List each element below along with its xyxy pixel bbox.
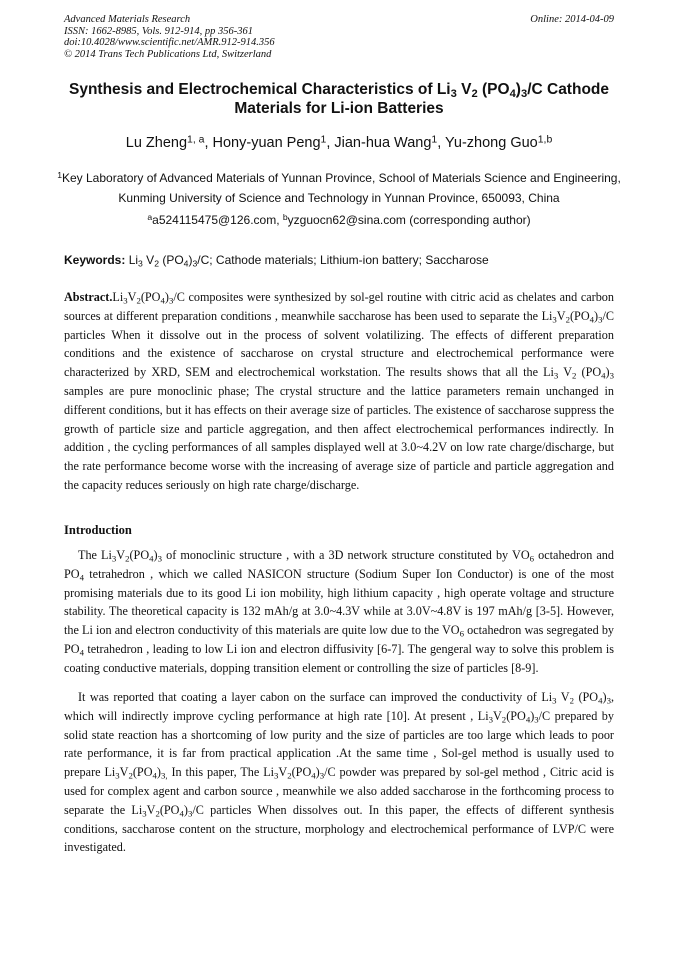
- issn-line: ISSN: 1662-8985, Vols. 912-914, pp 356-361: [64, 25, 253, 37]
- online-date: Online: 2014-04-09: [530, 14, 614, 25]
- intro-paragraph-2: It was reported that coating a layer cabon on the surface can improved the conductivity of $Li_3$ $V_2$ $(PO_4)_3$, which will indirectly improve cycling performance at high rate [10]. At present , $Li_3V_2(PO_4)_3/C$ prepared by solid state reaction has a shortcoming of low purity and the size of particles are too large which leads to poor rate performance, it is far from practical application .At the same time , Sol-gel method is usually used to prepare $Li_3V_2(PO_4)_{3,}$ In this paper, The $Li_3V_2(PO_4)_3/C$ powder was prepared by sol-gel method , Citric acid is used for complex agent and carbon source , meanwhile we also added saccharose in the forthcoming process to separate the $Li_3V_2(PO_4)_3/C$ particles When dissolves out. In this paper, the effects of different synthesis conditions, saccharose content on the structure, morphology and electrochemical performance of LVP/C were investigated.: [64, 690, 615, 855]
- doi-line: doi:10.4028/www.scientific.net/AMR.912-914.356: [64, 37, 275, 49]
- abstract: $Abstract.Li_3V_2(PO_4)_3/C$ composites were synthesized by sol-gel routine with citric acid as chelates and carbon sources at different preparation conditions , meanwhile saccharose has been used to separate the $Li_3V_2(PO_4)_3/C$ particles When it dissolve out in the process of solvent volatilizing. The effects of different preparation conditions and the existence of saccharose on crystal structure and electrochemical performance were characterized by XRD, SEM and electrochemical workstation. The results shows that all the $Li_3$ $V_2$ $(PO_4)_3$ samples are pure monoclinic phase; The crystal structure and the lattice parameters remain unchanged in different conditions, but it has effects on their average size of particles. The existence of saccharose suppress the growth of particle size and particle aggregation, and then affect electrochemical performances indirectly. In addition , the cycling performances of all samples displayed well at 3.0~4.2V on low rate charge/discharge, but the rate performance become worse with the increasing of average size of particle and particle aggregation and the capacity reduces seriously on high rate charge/discharge.: [64, 290, 614, 492]
- copyright-line: © 2014 Trans Tech Publications Ltd, Switzerland: [64, 48, 272, 60]
- journal-header: [64, 14, 275, 60]
- affiliation: $^1$Key Laboratory of Advanced Materials of Yunnan Province, School of Materials Science and Engineering, Kunming University of Science and Technology in Yunnan Province, 650093, China: [57, 170, 621, 205]
- keywords-label: Keywords:: [64, 253, 126, 267]
- paper-title: Synthesis and Electrochemical Characteristics of $Li_3$ $V_2$ $(PO_4)_3/C$ Cathode Materials for Li-ion Batteries: [68, 81, 609, 117]
- section-heading-introduction: Introduction: [64, 523, 132, 537]
- author-emails: $^a$a524115475@126.com, $^b$yzguocn62@sina.com (corresponding author): [147, 212, 531, 227]
- keywords: Keywords: $Li_3$ $V_2$ $(PO_4)_3/C$; Cathode materials; Lithium-ion battery; Saccharose: [64, 253, 489, 269]
- journal-name: Advanced Materials Research: [64, 14, 191, 25]
- intro-paragraph-1: The $Li_3V_2(PO_4)_3$ of monoclinic structure , with a 3D network structure constituted by $VO_6$ octahedron and $PO_4$ tetrahedron , which we called NASICON structure (Sodium Super Ion Conductor) is one of the most promising materials due to its good Li ion mobility, high lithium capacity , high operate voltage and structure stability. The theoretical capacity is 132 mAh/g at 3.0~4.3V while at 3.0V~4.8V is 197 mAh/g [3-5]. However, the Li ion and electron conductivity of this materials are quite low due to the $VO_6$ octahedron was segregated by $PO_4$ tetrahedron , leading to low Li ion and electron diffusivity [6-7]. The gengeral way to solve this problem is coating conductive materials, dopping transition element or controlling the size of particles [8-9].: [64, 548, 615, 675]
- author-list: Lu Zheng$^{1, a}$, Hony-yuan Peng$^1$, Jian-hua Wang$^1$, Yu-zhong Guo$^{1,b}$: [125, 134, 553, 151]
- abstract-label: Abstract.: [64, 290, 113, 304]
